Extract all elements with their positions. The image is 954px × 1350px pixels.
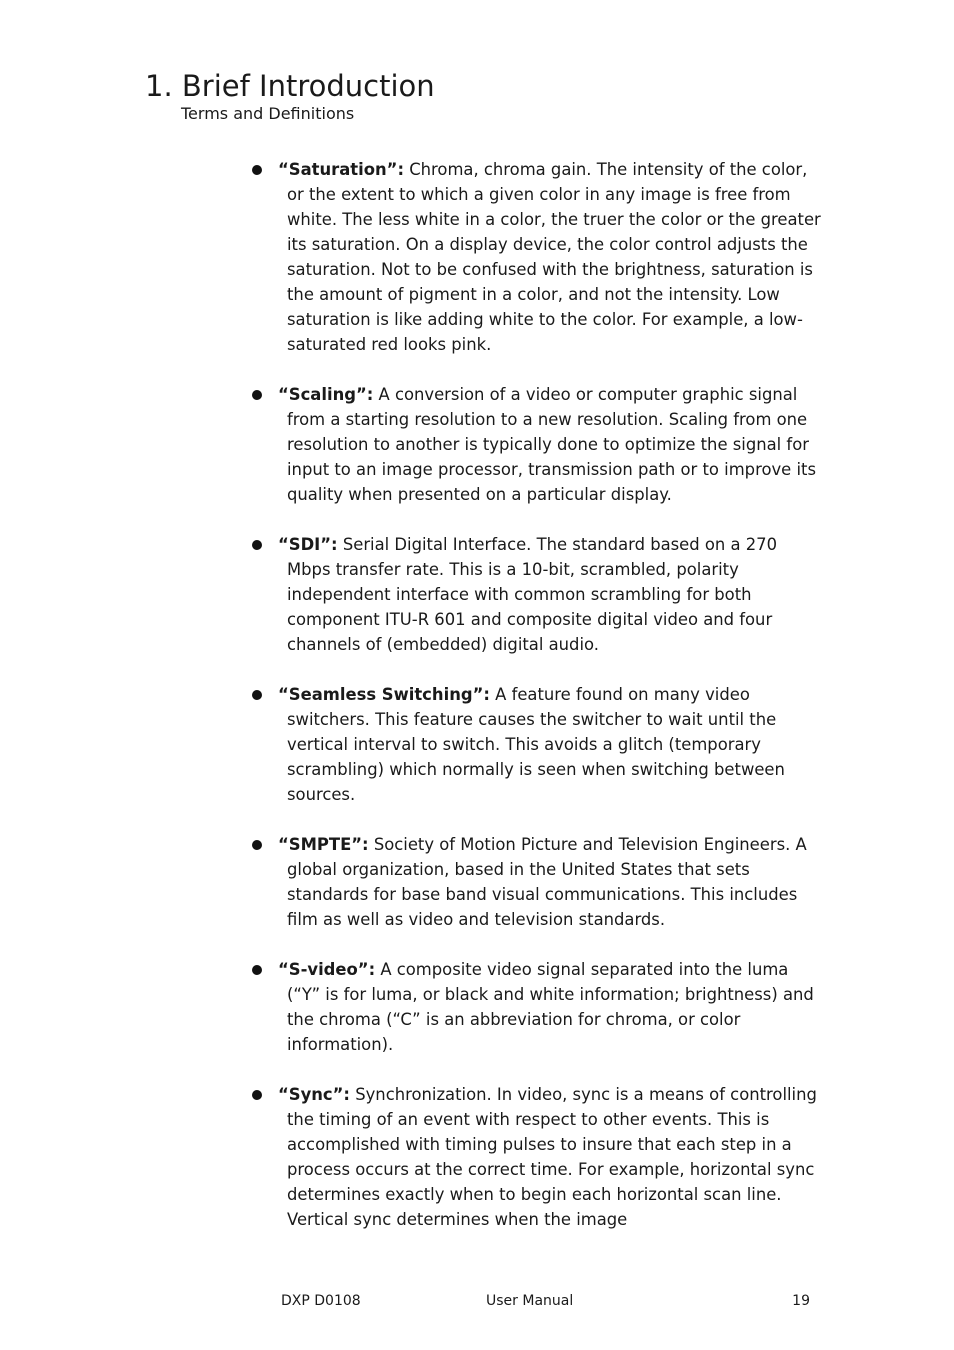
term-name: “Saturation”: xyxy=(278,160,404,179)
term-name: “S-video”: xyxy=(278,960,376,979)
term-definition: Synchronization. In video, sync is a means of controlling the timing of an event with respect to other events. This is accomplished with timing pulses to insure that each step in a process occurs at the correct time. For example, horizontal sync determines exactly when to begin each horizontal scan line. Vertical sync determines when the image xyxy=(287,1085,817,1229)
section-subheading: Terms and Definitions xyxy=(181,104,355,123)
section-heading: 1. Brief Introduction xyxy=(145,69,435,103)
term-definition: Serial Digital Interface. The standard based on a 270 Mbps transfer rate. This is a 10-bit, scrambled, polarity independent interface with common scrambling for both component ITU-R 601 and composite digital video and four channels of (embedded) digital audio. xyxy=(287,535,778,654)
bullet-icon xyxy=(252,165,262,175)
bullet-icon xyxy=(252,690,262,700)
bullet-icon xyxy=(252,965,262,975)
term-definition: A composite video signal separated into the luma (“Y” is for luma, or black and white information; brightness) and the chroma (“C” is an abbreviation for chroma, or color information). xyxy=(287,960,814,1054)
footer-model: DXP D0108 xyxy=(281,1293,361,1309)
term-seamless-switching xyxy=(252,682,822,807)
term-scaling xyxy=(252,382,822,507)
term-name: “SMPTE”: xyxy=(278,835,369,854)
term-saturation xyxy=(252,157,822,357)
term-name: “Sync”: xyxy=(278,1085,350,1104)
bullet-icon xyxy=(252,390,262,400)
term-name: “Scaling”: xyxy=(278,385,374,404)
bullet-icon xyxy=(252,1090,262,1100)
term-definition: Society of Motion Picture and Television Engineers. A global organization, based in the United States that sets standards for base band visual communications. This includes film as well as video and television standards. xyxy=(287,835,807,929)
footer-doc-title: User Manual xyxy=(486,1293,574,1309)
term-smpte xyxy=(252,832,822,932)
bullet-icon xyxy=(252,840,262,850)
bullet-icon xyxy=(252,540,262,550)
term-definition: A feature found on many video switchers. This feature causes the switcher to wait until the vertical interval to switch. This avoids a glitch (temporary scrambling) which normally is seen when switching between sources. xyxy=(287,685,785,804)
footer-page-number: 19 xyxy=(792,1293,810,1309)
term-sdi xyxy=(252,532,822,657)
term-s-video xyxy=(252,957,822,1057)
term-sync xyxy=(252,1082,822,1232)
term-definition: Chroma, chroma gain. The intensity of the color, or the extent to which a given color in any image is free from white. The less white in a color, the truer the color or the greater its saturation. On a display device, the color control adjusts the saturation. Not to be confused with the brightness, saturation is the amount of pigment in a color, and not the intensity. Low saturation is like adding white to the color. For example, a low-saturated red looks pink. xyxy=(287,160,821,354)
term-name: “SDI”: xyxy=(278,535,338,554)
terms-list xyxy=(252,157,822,1257)
term-name: “Seamless Switching”: xyxy=(278,685,490,704)
term-definition: A conversion of a video or computer graphic signal from a starting resolution to a new resolution. Scaling from one resolution to another is typically done to optimize the signal for input to an image processor, transmission path or to improve its quality when presented on a particular display. xyxy=(287,385,816,504)
